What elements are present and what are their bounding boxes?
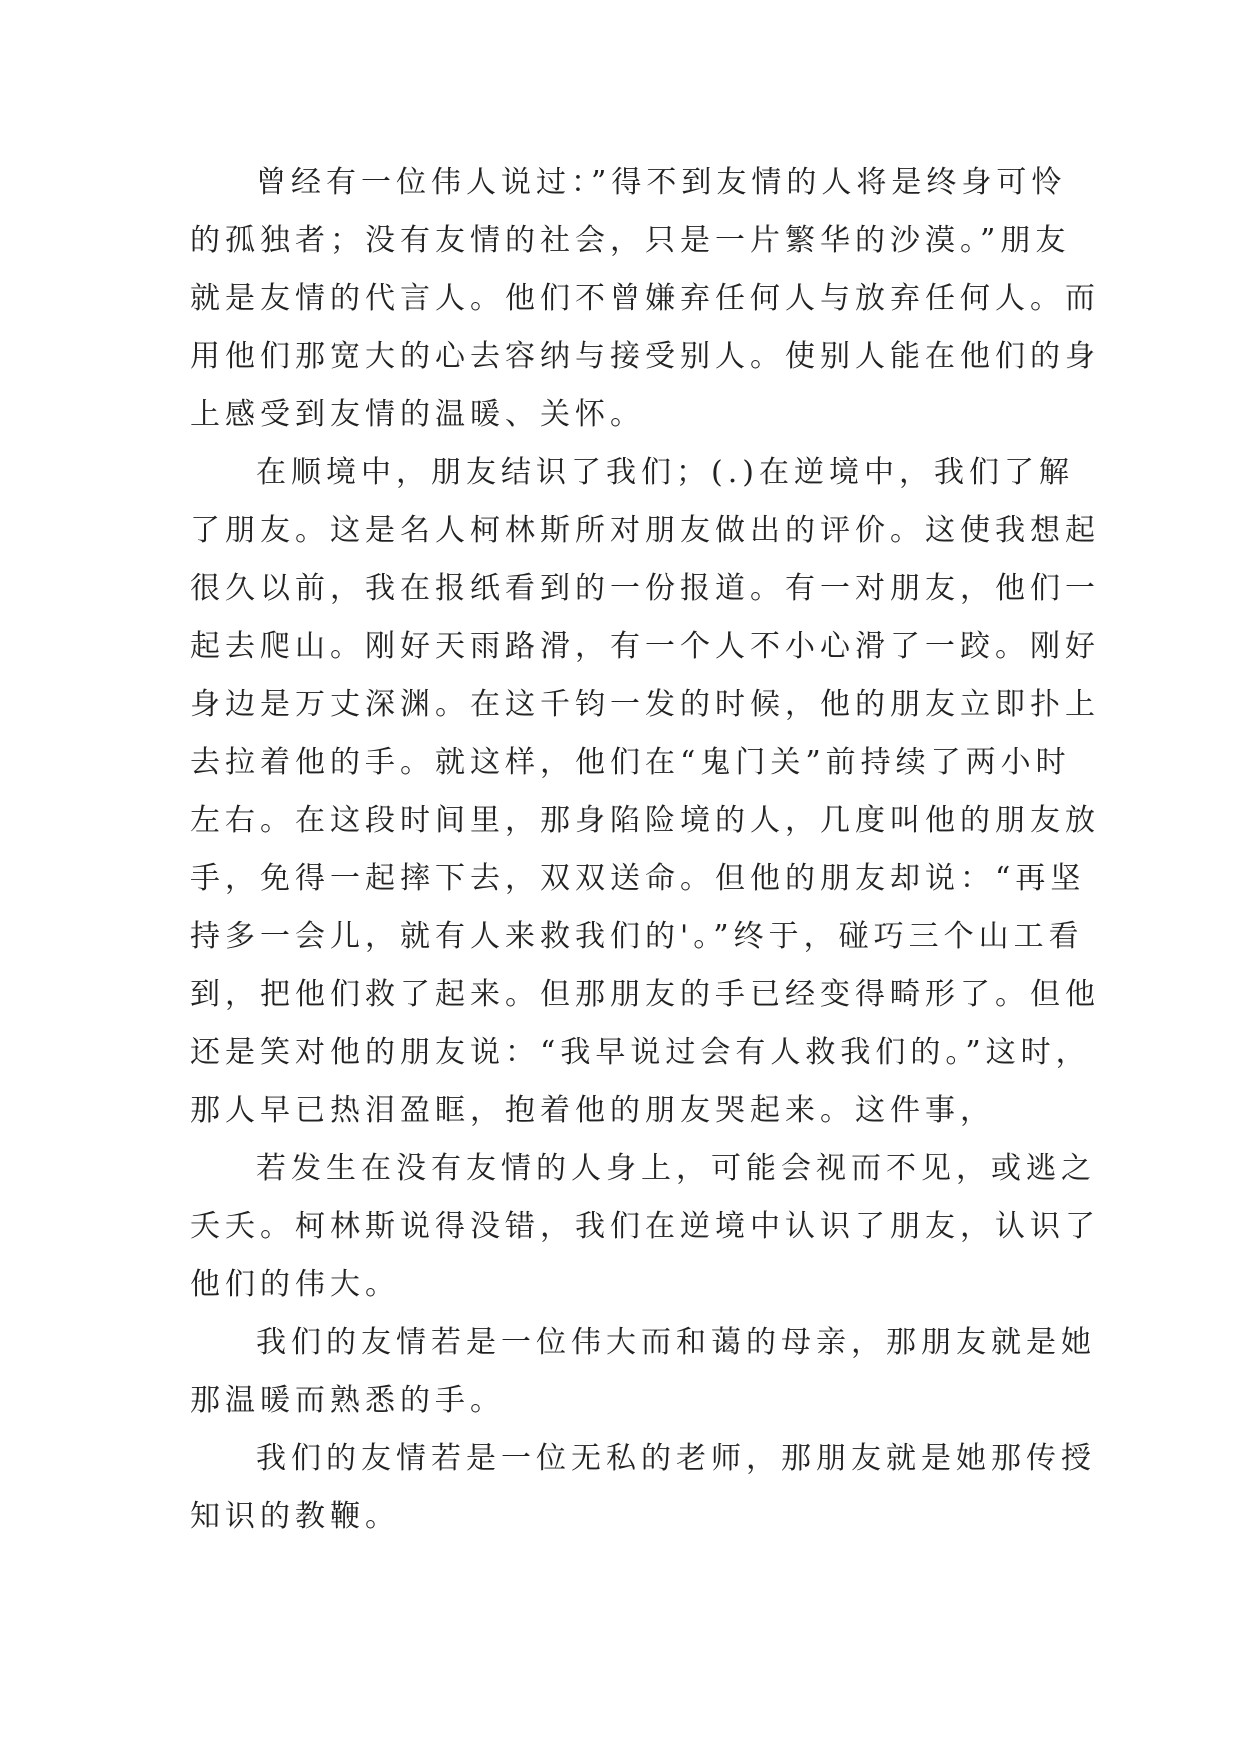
paragraph	[190, 1314, 1096, 1430]
text-line: 左右。在这段时间里，那身陷险境的人，几度叫他的朋友放	[190, 803, 1100, 838]
text-line: 我们的友情若是一位伟大而和蔼的母亲，那朋友就是她	[256, 1325, 1096, 1360]
text-line: 就是友情的代言人。他们不曾嫌弃任何人与放弃任何人。而	[190, 281, 1100, 316]
text-line: 上感受到友情的温暖、关怀。	[190, 397, 645, 432]
text-line: 了朋友。这是名人柯林斯所对朋友做出的评价。这使我想起	[190, 513, 1100, 548]
text-line: 还是笑对他的朋友说：“我早说过会有人救我们的。”这时，	[190, 1035, 1091, 1070]
text-line: 到，把他们救了起来。但那朋友的手已经变得畸形了。但他	[190, 977, 1100, 1012]
text-line: 那人早已热泪盈眶，抱着他的朋友哭起来。这件事，	[190, 1093, 995, 1128]
paragraph	[190, 1430, 1096, 1546]
article-body	[190, 154, 1100, 1546]
text-line: 夭夭。柯林斯说得没错，我们在逆境中认识了朋友，认识了	[190, 1209, 1100, 1244]
text-line: 手，免得一起摔下去，双双送命。但他的朋友却说：“再坚	[190, 861, 1086, 896]
text-line: 身边是万丈深渊。在这千钧一发的时候，他的朋友立即扑上	[190, 687, 1100, 722]
paragraph	[190, 154, 1100, 444]
text-line: 他们的伟大。	[190, 1267, 400, 1302]
text-line: 知识的教鞭。	[190, 1499, 400, 1534]
text-line: 我们的友情若是一位无私的老师，那朋友就是她那传授	[256, 1441, 1096, 1476]
paragraph	[190, 1140, 1100, 1314]
text-line: 很久以前，我在报纸看到的一份报道。有一对朋友，他们一	[190, 571, 1100, 606]
text-line: 去拉着他的手。就这样，他们在“鬼门关”前持续了两小时	[190, 745, 1071, 780]
text-line: 用他们那宽大的心去容纳与接受别人。使别人能在他们的身	[190, 339, 1100, 374]
paragraph	[190, 444, 1100, 1140]
text-line: 那温暖而熟悉的手。	[190, 1383, 505, 1418]
text-line: 若发生在没有友情的人身上，可能会视而不见，或逃之	[256, 1151, 1096, 1186]
text-line: 曾经有一位伟人说过：”得不到友情的人将是终身可怜	[256, 165, 1067, 200]
text-line: 的孤独者；没有友情的社会，只是一片繁华的沙漠。”朋友	[190, 223, 1071, 258]
text-line: 持多一会儿，就有人来救我们的'。”终于，碰巧三个山工看	[190, 919, 1084, 954]
text-line: 在顺境中，朋友结识了我们；(.)在逆境中，我们了解	[256, 455, 1074, 490]
text-line: 起去爬山。刚好天雨路滑，有一个人不小心滑了一跤。刚好	[190, 629, 1100, 664]
